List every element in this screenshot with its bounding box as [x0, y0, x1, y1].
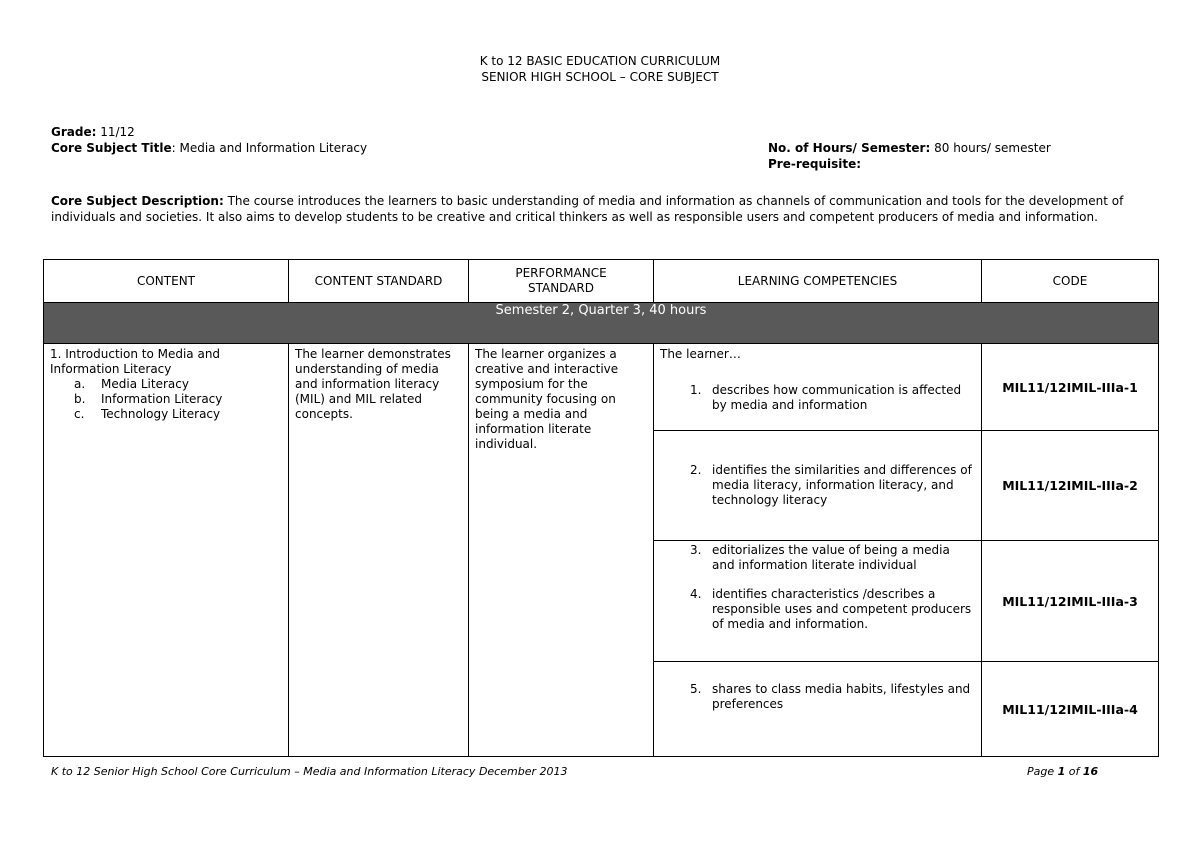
subject-label: Core Subject Title [51, 141, 172, 155]
code-cell: MIL11/12IMIL-IIIa-4 [982, 662, 1159, 757]
header-content: CONTENT [44, 260, 289, 303]
subject-value: : Media and Information Literacy [171, 141, 368, 155]
page-current: 1 [1057, 765, 1066, 778]
competency-cell-2 [654, 431, 982, 541]
grade-value: 11/12 [100, 125, 135, 139]
grade-line [51, 124, 367, 140]
subject-line [51, 140, 367, 156]
header-learning-competencies: LEARNING COMPETENCIES [654, 260, 982, 303]
hours-line [768, 140, 1051, 156]
content-item: c. Technology Literacy [74, 407, 221, 421]
semester-label: Semester 2, Quarter 3, 40 hours [44, 303, 1159, 344]
learner-intro: The learner… [660, 347, 741, 361]
performance-standard-cell: The learner organizes a creative and interactive symposium for the community focusing on being a media and information literate individual. [469, 344, 654, 757]
hours-value: 80 hours/ semester [934, 141, 1051, 155]
description-text: The course introduces the learners to basic understanding of media and information as channels of communication and tools for the development of individuals and societies. It also aims to develop students to be creative and critical thinkers as well as responsible users and competent producers of media and information. [51, 194, 1124, 224]
competency-item: 1. describes how communication is affected by media and information [690, 383, 962, 412]
content-standard-cell: The learner demonstrates understanding of media and information literacy (MIL) and MIL related concepts. [289, 344, 469, 757]
curriculum-row-1 [44, 344, 1159, 431]
footer-page: Page 1 of 16 [1027, 765, 1099, 778]
header-performance-standard: PERFORMANCE STANDARD [469, 260, 654, 303]
competency-item: 2. identifies the similarities and differences of media literacy, information literacy, and technology literacy [690, 463, 972, 507]
content-cell [44, 344, 289, 757]
prereq-label: Pre-requisite: [768, 157, 862, 171]
competency-item: 4. identifies characteristics /describes a responsible uses and competent producers of media and information. [690, 587, 972, 631]
hours-label: No. of Hours/ Semester: [768, 141, 931, 155]
content-item: a. Media Literacy [74, 377, 189, 391]
header-code: CODE [982, 260, 1159, 303]
code-cell: MIL11/12IMIL-IIIa-3 [982, 541, 1159, 662]
title-line-1: K to 12 BASIC EDUCATION CURRICULUM [479, 54, 721, 68]
header-content-standard: CONTENT STANDARD [289, 260, 469, 303]
competency-cell-3 [654, 541, 982, 662]
competency-cell-4 [654, 662, 982, 757]
header-row [44, 260, 1159, 303]
description-label: Core Subject Description: [51, 194, 224, 208]
code-cell: MIL11/12IMIL-IIIa-1 [982, 344, 1159, 431]
competency-item: 3. editorializes the value of being a media and information literate individual [690, 543, 950, 572]
meta-left [51, 124, 367, 156]
semester-row [44, 303, 1159, 344]
meta-right [768, 140, 1051, 172]
title-line-2: SENIOR HIGH SCHOOL – CORE SUBJECT [481, 70, 719, 84]
content-title: 1. Introduction to Media and Information Literacy [50, 347, 221, 376]
document-title [0, 53, 1200, 85]
grade-label: Grade: [51, 125, 97, 139]
competency-item: 5. shares to class media habits, lifestyles and preferences [690, 682, 971, 711]
competency-cell-1 [654, 344, 982, 431]
page-total: 16 [1082, 765, 1099, 778]
content-item: b. Information Literacy [74, 392, 223, 406]
subject-description [51, 193, 1151, 225]
curriculum-table [43, 259, 1159, 757]
code-cell: MIL11/12IMIL-IIIa-2 [982, 431, 1159, 541]
footer-left: K to 12 Senior High School Core Curriculum – Media and Information Literacy December 2013 [51, 765, 568, 778]
